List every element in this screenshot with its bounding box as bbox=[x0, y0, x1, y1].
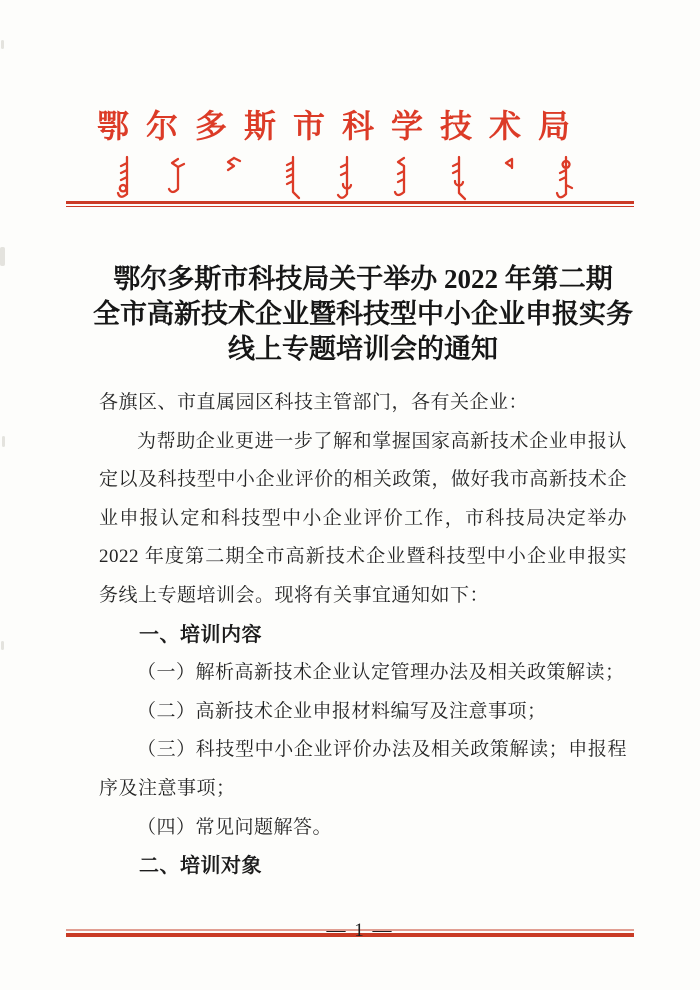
document-title bbox=[93, 262, 633, 367]
mongolian-script-row bbox=[115, 154, 585, 204]
list-item-2: （二）高新技术企业申报材料编写及注意事项； bbox=[137, 700, 547, 722]
title-line-1: 鄂尔多斯市科技局关于举办 2022 年第二期 bbox=[113, 264, 613, 294]
page-number: — 1 — bbox=[326, 920, 394, 941]
salutation-line: 各旗区、市直属园区科技主管部门，各有关企业： bbox=[99, 392, 529, 413]
section-heading-2: 二、培训对象 bbox=[139, 855, 262, 878]
mongolian-script-glyphs bbox=[115, 154, 585, 204]
scan-artifact bbox=[2, 436, 5, 447]
letterhead-rule-thin bbox=[66, 206, 634, 207]
scan-artifact bbox=[1, 641, 4, 650]
section-heading-1: 一、培训内容 bbox=[139, 623, 262, 646]
letterhead-rule-thick bbox=[66, 201, 634, 204]
agency-name: 鄂尔多斯市科学技术局 bbox=[96, 108, 587, 144]
scan-artifact bbox=[0, 247, 5, 266]
intro-paragraph: 为帮助企业更进一步了解和掌握国家高新技术企业申报认定以及科技型中小企业评价的相关政策，做好我市高新技术企业申报认定和科技型中小企业评价工作，市科技局决定举办 2022 年度第二期全市高新技术企业暨科技型中小企业申报实务线上专题培训会。现将有关事宜通知如下： bbox=[99, 430, 627, 606]
title-line-2: 全市高新技术企业暨科技型中小企业申报实务 bbox=[93, 299, 633, 329]
title-line-3: 线上专题培训会的通知 bbox=[228, 334, 498, 364]
list-item-3: （三）科技型中小企业评价办法及相关政策解读；申报程序及注意事项； bbox=[99, 739, 627, 799]
scan-artifact bbox=[1, 40, 4, 49]
document-body bbox=[99, 384, 627, 886]
list-item-1: （一）解析高新技术企业认定管理办法及相关政策解读； bbox=[137, 662, 625, 684]
list-item-4: （四）常见问题解答。 bbox=[137, 816, 333, 838]
